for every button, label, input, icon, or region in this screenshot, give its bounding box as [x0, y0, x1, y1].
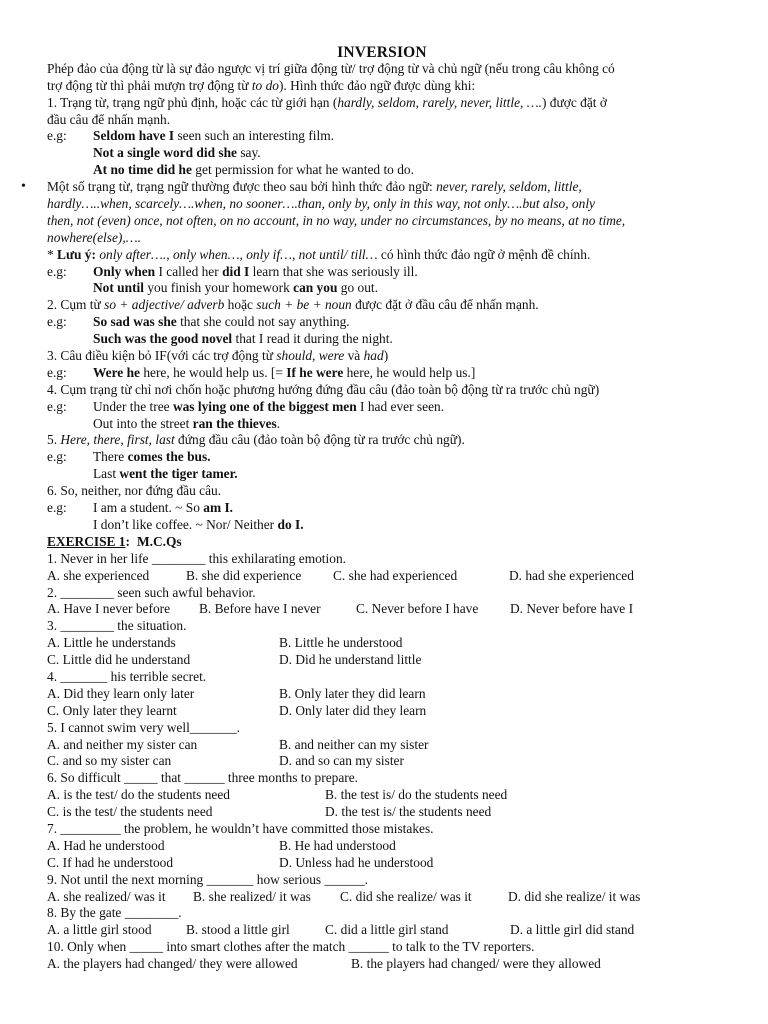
options-row [47, 703, 717, 720]
answer-option[interactable]: A. and neither my sister can [47, 736, 198, 752]
answer-option[interactable]: D. did she realize/ it was [508, 888, 641, 904]
question-item [47, 821, 717, 872]
rule-6: 6. So, neither, nor đứng đầu câu. [47, 483, 222, 499]
options-row [47, 737, 717, 754]
example-line: Not until you finish your homework can you go out. [93, 280, 378, 296]
answer-option[interactable]: B. stood a little girl [186, 922, 290, 938]
answer-option[interactable]: C. did she realize/ was it [340, 888, 472, 904]
bullet-adverbs-cont: hardly…..when, scarcely….when, no sooner….than, only by, only in this way, not only….but also, only [47, 196, 595, 212]
options-row [47, 753, 717, 770]
rule-3: 3. Câu điều kiện bỏ IF(với các trợ động từ should, were và had) [47, 348, 389, 364]
example-line: e.g: Were he here, he would help us. [= If he were here, he would help us.] [47, 364, 476, 380]
intro-line-1: Phép đảo của động từ là sự đảo ngược vị trí giữa động từ/ trợ động từ và chủ ngữ (nếu trong câu không có [47, 60, 615, 76]
question-stem: 1. Never in her life ________ this exhilarating emotion. [47, 550, 346, 566]
answer-option[interactable]: A. is the test/ do the students need [47, 787, 230, 803]
bullet-adverbs-cont: then, not (even) once, not often, on no account, in no way, under no circumstances, by no means, at no time, [47, 212, 626, 228]
options-row [47, 686, 717, 703]
example-line: e.g: There comes the bus. [47, 449, 211, 465]
answer-option[interactable]: C. and so my sister can [47, 753, 172, 769]
rule-2: 2. Cụm từ so + adjective/ adverb hoặc such + be + noun được đặt ở đầu câu để nhấn mạnh. [47, 297, 539, 313]
options-row [47, 838, 717, 855]
answer-option[interactable]: C. did a little girl stand [325, 922, 449, 938]
question-item [47, 905, 717, 939]
options-row [47, 635, 717, 652]
answer-option[interactable]: C. Little did he understand [47, 652, 191, 668]
bullet-adverbs: • Một số trạng từ, trạng ngữ thường được theo sau bởi hình thức đảo ngữ: never, rarely, seldom, little, [47, 179, 717, 196]
answer-option[interactable]: D. had she experienced [509, 567, 634, 583]
document-page [47, 44, 717, 973]
example-line: e.g: Seldom have I seen such an interesting film. [47, 128, 335, 144]
example-line: Such was the good novel that I read it during the night. [93, 331, 393, 347]
answer-option[interactable]: A. Have I never before [47, 601, 171, 617]
question-stem: 9. Not until the next morning _______ how serious ______. [47, 871, 368, 887]
options-row [47, 956, 717, 973]
answer-option[interactable]: B. Before have I never [199, 601, 321, 617]
answer-option[interactable]: D. Did he understand little [279, 652, 422, 668]
example-line: e.g: I am a student. ~ So am I. [47, 500, 234, 516]
example-line: Not a single word did she say. [93, 145, 261, 161]
question-item [47, 618, 717, 669]
question-item [47, 585, 717, 619]
example-line: e.g: Only when I called her did I learn that she was seriously ill. [47, 263, 418, 279]
example-line: I don’t like coffee. ~ Nor/ Neither do I. [93, 516, 304, 532]
answer-option[interactable]: A. a little girl stood [47, 922, 152, 938]
intro-line-2: trợ động từ thì phải mượn trợ động từ to do). Hình thức đảo ngữ được dùng khi: [47, 77, 476, 93]
question-stem: 7. _________ the problem, he wouldn’t have committed those mistakes. [47, 820, 434, 836]
options-row [47, 787, 717, 804]
answer-option[interactable]: B. she did experience [186, 567, 302, 583]
note-line: * Lưu ý: only after…., only when…, only if…, not until/ till… có hình thức đảo ngữ ở mệnh đề chính. [47, 246, 591, 262]
question-stem: 3. ________ the situation. [47, 618, 187, 634]
answer-option[interactable]: B. the players had changed/ were they allowed [351, 956, 601, 972]
answer-option[interactable]: A. Did they learn only later [47, 685, 195, 701]
options-row [47, 601, 717, 618]
example-line: At no time did he get permission for what he wanted to do. [93, 162, 414, 178]
question-stem: 8. By the gate ________. [47, 905, 182, 921]
question-stem: 2. ________ seen such awful behavior. [47, 584, 256, 600]
question-item [47, 770, 717, 821]
answer-option[interactable]: D. Never before have I [510, 601, 634, 617]
answer-option[interactable]: B. Only later they did learn [279, 685, 426, 701]
example-line: Out into the street ran the thieves. [93, 415, 281, 431]
rule-4: 4. Cụm trạng từ chỉ nơi chốn hoặc phương hướng đứng đầu câu (đảo toàn bộ động từ ra trước chủ ngữ) [47, 381, 600, 397]
question-item [47, 872, 717, 906]
answer-option[interactable]: D. Unless had he understood [279, 854, 434, 870]
answer-option[interactable]: A. she experienced [47, 567, 150, 583]
options-row [47, 568, 717, 585]
question-stem: 10. Only when _____ into smart clothes after the match ______ to talk to the TV reporters. [47, 939, 535, 955]
question-item [47, 939, 717, 973]
exercise-heading: EXERCISE 1: M.C.Qs [47, 533, 182, 549]
answer-option[interactable]: C. she had experienced [333, 567, 458, 583]
rule-5: 5. Here, there, first, last đứng đầu câu (đảo toàn bộ động từ ra trước chủ ngữ). [47, 432, 465, 448]
question-stem: 6. So difficult _____ that ______ three months to prepare. [47, 770, 359, 786]
bullet-adverbs-cont: nowhere(else),…. [47, 229, 141, 245]
answer-option[interactable]: B. the test is/ do the students need [325, 787, 508, 803]
answer-option[interactable]: D. a little girl did stand [510, 922, 635, 938]
options-row [47, 855, 717, 872]
document-title: INVERSION [337, 44, 427, 61]
answer-option[interactable]: D. and so can my sister [279, 753, 404, 769]
options-row [47, 922, 717, 939]
question-stem: 4. _______ his terrible secret. [47, 668, 207, 684]
options-row [47, 889, 717, 906]
example-line: e.g: Under the tree was lying one of the biggest men I had ever seen. [47, 398, 445, 414]
answer-option[interactable]: B. He had understood [279, 837, 396, 853]
answer-option[interactable]: D. the test is/ the students need [325, 804, 492, 820]
rule-1-cont: đầu câu để nhấn mạnh. [47, 111, 171, 127]
answer-option[interactable]: A. Had he understood [47, 837, 165, 853]
answer-option[interactable]: A. the players had changed/ they were allowed [47, 956, 298, 972]
answer-option[interactable]: C. Never before I have [356, 601, 479, 617]
options-row [47, 804, 717, 821]
question-list [47, 551, 717, 973]
answer-option[interactable]: B. she realized/ it was [193, 888, 311, 904]
answer-option[interactable]: A. she realized/ was it [47, 888, 166, 904]
rule-1: 1. Trạng từ, trạng ngữ phủ định, hoặc các từ giới hạn (hardly, seldom, rarely, never, little, ….) được đặt ở [47, 94, 607, 110]
answer-option[interactable]: C. Only later they learnt [47, 702, 177, 718]
answer-option[interactable]: C. If had he understood [47, 854, 174, 870]
answer-option[interactable]: A. Little he understands [47, 635, 176, 651]
answer-option[interactable]: D. Only later did they learn [279, 702, 427, 718]
answer-option[interactable]: B. Little he understood [279, 635, 403, 651]
example-line: Last went the tiger tamer. [93, 466, 238, 482]
question-item [47, 720, 717, 771]
answer-option[interactable]: C. is the test/ the students need [47, 804, 213, 820]
question-item [47, 669, 717, 720]
options-row [47, 652, 717, 669]
answer-option[interactable]: B. and neither can my sister [279, 736, 429, 752]
question-stem: 5. I cannot swim very well_______. [47, 719, 241, 735]
example-line: e.g: So sad was she that she could not say anything. [47, 314, 350, 330]
question-item [47, 551, 717, 585]
